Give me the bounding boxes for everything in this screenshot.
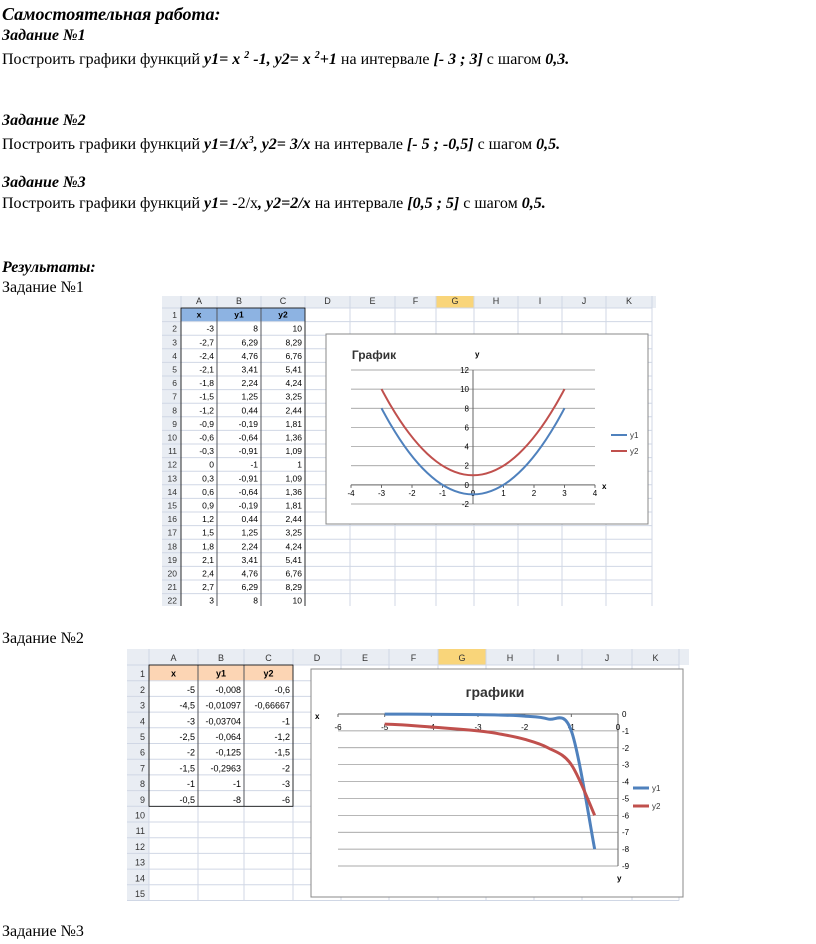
spreadsheet-task2	[127, 649, 689, 906]
cell-C9[interactable]: 1,81	[285, 418, 302, 429]
cell-A2[interactable]: -3	[206, 323, 214, 334]
cell-B9[interactable]: -8	[232, 794, 241, 805]
cell-B3[interactable]: 6,29	[241, 337, 258, 348]
y-tick-label: -7	[622, 828, 630, 838]
row-number-6[interactable]: 6	[172, 378, 177, 389]
cell-C20[interactable]: 6,76	[285, 568, 302, 579]
y-axis-title: y	[617, 874, 622, 883]
row-number-19[interactable]: 19	[167, 554, 177, 565]
cell-C2[interactable]: -0,6	[274, 684, 290, 695]
y-tick-label: -8	[622, 845, 630, 855]
header-cell-text: x	[170, 668, 177, 679]
column-header-K[interactable]: K	[652, 653, 659, 663]
cell-A12[interactable]: 0	[209, 459, 214, 470]
cell-C5[interactable]: 5,41	[285, 364, 302, 375]
spreadsheet-task1	[162, 296, 656, 611]
y-tick-label: -4	[622, 777, 630, 787]
legend-label-y1: y1	[652, 784, 661, 793]
row-number-8[interactable]: 8	[139, 779, 145, 790]
column-header-E[interactable]: E	[369, 296, 376, 306]
row-number-11[interactable]: 11	[168, 446, 177, 457]
cell-C10[interactable]: 1,36	[285, 432, 302, 443]
cell-A5[interactable]: -2,1	[199, 364, 214, 375]
row-number-9[interactable]: 9	[139, 794, 145, 805]
cell-A8[interactable]: -1,2	[199, 405, 214, 416]
x-tick-label: -6	[334, 723, 342, 732]
cell-C2[interactable]: 10	[292, 323, 302, 334]
cell-A13[interactable]: 0,3	[202, 473, 214, 484]
cell-C13[interactable]: 1,09	[285, 473, 302, 484]
header-cell-text: y1	[234, 309, 244, 320]
results-task1-label: Задание №1	[2, 279, 84, 296]
column-header-A[interactable]: A	[195, 296, 203, 306]
column-header-K[interactable]: K	[625, 296, 633, 306]
x-tick-label: -2	[521, 723, 529, 732]
column-header-G[interactable]: G	[458, 653, 466, 663]
results-heading: Результаты:	[2, 259, 96, 276]
cell-B16[interactable]: 0,44	[241, 514, 258, 525]
chart[interactable]	[326, 334, 648, 524]
spreadsheet-task1-canvas	[162, 296, 656, 606]
cell-B21[interactable]: 6,29	[241, 582, 258, 593]
cell-A21[interactable]: 2,7	[202, 582, 214, 593]
chart-area[interactable]	[326, 334, 648, 524]
column-header-J[interactable]: J	[604, 653, 610, 663]
column-header-B[interactable]: B	[235, 296, 243, 306]
cell-C19[interactable]: 5,41	[285, 554, 302, 565]
row-number-4[interactable]: 4	[139, 716, 145, 727]
row-number-13[interactable]: 13	[167, 473, 177, 484]
row-number-21[interactable]: 21	[167, 582, 177, 593]
cell-B4[interactable]: 4,76	[241, 350, 258, 361]
cell-C11[interactable]: 1,09	[285, 446, 302, 457]
row-number-2[interactable]: 2	[172, 323, 177, 334]
y-tick-label: 10	[460, 385, 469, 395]
column-header-B[interactable]: B	[217, 653, 225, 663]
row-number-12[interactable]: 12	[134, 841, 145, 852]
cell-A14[interactable]: 0,6	[202, 486, 214, 497]
x-tick-label: -5	[381, 723, 389, 732]
row-number-20[interactable]: 20	[167, 568, 177, 579]
cell-A4[interactable]: -3	[186, 716, 195, 727]
task2-heading: Задание №2	[2, 112, 86, 129]
row-number-13[interactable]: 13	[134, 857, 145, 868]
row-number-16[interactable]: 16	[167, 514, 177, 525]
header-cell-text: y1	[215, 668, 227, 679]
cell-B8[interactable]: 0,44	[241, 405, 258, 416]
x-tick-label: -2	[408, 488, 416, 498]
x-tick-label: -4	[427, 723, 435, 732]
cell-C18[interactable]: 4,24	[285, 541, 302, 552]
cell-B8[interactable]: -1	[232, 779, 241, 790]
chart[interactable]	[311, 669, 683, 897]
y-axis-title: y	[475, 350, 480, 359]
row-number-9[interactable]: 9	[172, 418, 177, 429]
column-header-H[interactable]: H	[506, 653, 514, 663]
cell-C6[interactable]: 4,24	[285, 378, 302, 389]
row-number-8[interactable]: 8	[172, 405, 177, 416]
cell-B9[interactable]: -0,19	[238, 418, 258, 429]
row-number-15[interactable]: 15	[167, 500, 177, 511]
x-tick-label: 2	[531, 488, 537, 498]
column-header-I[interactable]: I	[556, 653, 560, 663]
cell-A11[interactable]: -0,3	[199, 446, 214, 457]
column-header-F[interactable]: F	[412, 296, 419, 306]
cell-A9[interactable]: -0,5	[179, 794, 195, 805]
row-number-14[interactable]: 14	[167, 486, 177, 497]
cell-C5[interactable]: -1,2	[274, 732, 290, 742]
cell-C22[interactable]: 10	[292, 595, 302, 606]
x-tick-label: -1	[438, 488, 447, 498]
cell-A15[interactable]: 0,9	[202, 500, 214, 511]
x-tick-label: 0	[615, 723, 621, 732]
column-header-H[interactable]: H	[492, 296, 500, 306]
row-number-10[interactable]: 10	[167, 432, 177, 443]
cell-C21[interactable]: 8,29	[285, 582, 302, 593]
cell-C14[interactable]: 1,36	[285, 486, 302, 497]
cell-B22[interactable]: 8	[253, 595, 258, 606]
cell-B3[interactable]: -0,01097	[205, 700, 241, 711]
cell-B5[interactable]: 3,41	[241, 364, 258, 375]
cell-C4[interactable]: -1	[281, 716, 290, 727]
cell-C9[interactable]: -6	[281, 794, 290, 805]
cell-B7[interactable]: 1,25	[241, 391, 258, 402]
row-number-5[interactable]: 5	[139, 732, 145, 742]
results-task3-label: Задание №3	[2, 923, 84, 940]
x-axis-title: x	[315, 712, 320, 721]
y-tick-label: 8	[464, 404, 469, 414]
row-number-17[interactable]: 17	[167, 527, 177, 538]
column-header-I[interactable]: I	[538, 296, 542, 306]
cell-A19[interactable]: 2,1	[202, 554, 214, 565]
x-tick-label: -3	[377, 488, 386, 498]
row-number-11[interactable]: 11	[135, 826, 145, 837]
cell-C12[interactable]: 1	[297, 459, 302, 470]
row-number-3[interactable]: 3	[172, 337, 177, 348]
cell-B20[interactable]: 4,76	[241, 568, 258, 579]
cell-B17[interactable]: 1,25	[241, 527, 258, 538]
x-tick-label: 3	[562, 488, 567, 498]
doc-title: Самостоятельная работа:	[2, 4, 221, 24]
header-cell-text: y2	[278, 309, 288, 320]
cell-B12[interactable]: -1	[250, 459, 258, 470]
cell-A3[interactable]: -2,7	[199, 337, 214, 348]
task3-heading: Задание №3	[2, 174, 86, 191]
cell-C8[interactable]: -3	[281, 779, 290, 790]
x-tick-label: -3	[474, 723, 482, 732]
cell-A18[interactable]: 1,8	[202, 541, 214, 552]
x-axis-title: x	[602, 482, 607, 491]
task3-text: Построить графики функций y1= -2/x, y2=2/x на интервале [0,5 ; 5] с шагом 0,5.	[2, 195, 546, 212]
x-tick-label: 4	[592, 488, 598, 498]
column-header-F[interactable]: F	[410, 653, 417, 663]
cell-B6[interactable]: 2,24	[241, 378, 258, 389]
cell-A3[interactable]: -4,5	[179, 700, 195, 711]
cell-A2[interactable]: -5	[186, 684, 195, 695]
row-number-2[interactable]: 2	[139, 684, 145, 695]
y-tick-label: -1	[622, 726, 630, 736]
task1-heading: Задание №1	[2, 27, 86, 44]
cell-A6[interactable]: -2	[186, 747, 195, 758]
legend-label-y1: y1	[630, 431, 639, 440]
cell-B18[interactable]: 2,24	[241, 541, 258, 552]
cell-A9[interactable]: -0,9	[199, 418, 214, 429]
cell-B2[interactable]: 8	[253, 323, 258, 334]
row-number-15[interactable]: 15	[134, 889, 145, 899]
column-header-J[interactable]: J	[581, 296, 587, 306]
y-tick-label: -3	[622, 760, 630, 770]
row-number-4[interactable]: 4	[172, 350, 177, 361]
cell-B14[interactable]: -0,64	[238, 486, 258, 497]
results-task2-label: Задание №2	[2, 630, 84, 647]
cell-C3[interactable]: -0,66667	[254, 700, 290, 711]
header-cell-text: y2	[263, 668, 274, 679]
cell-A20[interactable]: 2,4	[202, 568, 214, 579]
cell-A7[interactable]: -1,5	[199, 391, 214, 402]
cell-B15[interactable]: -0,19	[238, 500, 258, 511]
header-cell-text: x	[196, 309, 202, 320]
y-tick-label: 0	[464, 480, 469, 490]
cell-B13[interactable]: -0,91	[238, 473, 258, 484]
y-tick-label: 6	[464, 423, 469, 433]
cell-A16[interactable]: 1,2	[202, 514, 214, 525]
x-tick-label: -4	[347, 488, 355, 498]
column-header-A[interactable]: A	[170, 653, 177, 663]
cell-A10[interactable]: -0,6	[199, 432, 214, 443]
task2-text: Построить графики функций $y1=1/x^3$, y2= 3/x на интервале [- 5 ; -0,5] с шагом 0,5.	[2, 135, 561, 153]
x-tick-label: -1	[567, 723, 575, 732]
row-number-5[interactable]: 5	[172, 364, 177, 375]
row-number-6[interactable]: 6	[139, 747, 145, 758]
cell-C7[interactable]: -2	[281, 763, 290, 774]
cell-B2[interactable]: -0,008	[215, 684, 241, 695]
cell-B6[interactable]: -0,125	[215, 747, 241, 758]
cell-B11[interactable]: -0,91	[238, 446, 258, 457]
column-header-C[interactable]: C	[279, 296, 287, 306]
task1-text: Построить графики функций y1= x $^2$ -1, y2= x $^2$+1 на интервале [- 3 ; 3] с шагом 0,3.	[2, 50, 570, 68]
y-tick-label: 4	[464, 442, 469, 452]
legend-label-y2: y2	[630, 447, 639, 456]
y-tick-label: -6	[622, 811, 630, 821]
cell-C16[interactable]: 2,44	[285, 514, 302, 525]
cell-C3[interactable]: 8,29	[285, 337, 302, 348]
cell-B4[interactable]: -0,03704	[205, 716, 241, 727]
row-number-7[interactable]: 7	[139, 763, 145, 774]
cell-C4[interactable]: 6,76	[285, 350, 302, 361]
cell-C7[interactable]: 3,25	[285, 391, 302, 402]
cell-B5[interactable]: -0,064	[215, 732, 241, 742]
spreadsheet-task2-canvas	[127, 649, 689, 901]
row-number-7[interactable]: 7	[172, 391, 177, 402]
cell-B19[interactable]: 3,41	[241, 554, 258, 565]
legend-label-y2: y2	[652, 802, 661, 811]
cell-A7[interactable]: -1,5	[179, 763, 195, 774]
x-tick-label: 1	[501, 488, 506, 498]
cell-A8[interactable]: -1	[186, 779, 195, 790]
cell-C17[interactable]: 3,25	[285, 527, 302, 538]
cell-A22[interactable]: 3	[209, 595, 214, 606]
chart-title: График	[351, 348, 397, 362]
row-number-10[interactable]: 10	[134, 810, 145, 821]
chart-title: графики	[465, 684, 525, 700]
y-tick-label: -2	[461, 500, 469, 509]
y-tick-label: -9	[622, 862, 630, 871]
column-header-D[interactable]: D	[313, 653, 321, 663]
cell-C8[interactable]: 2,44	[285, 405, 302, 416]
cell-A6[interactable]: -1,8	[199, 378, 214, 389]
y-tick-label: 0	[622, 710, 627, 719]
row-number-18[interactable]: 18	[167, 541, 177, 552]
x-tick-label: 0	[470, 488, 476, 498]
row-number-22[interactable]: 22	[167, 595, 177, 606]
row-number-12[interactable]: 12	[167, 459, 177, 470]
y-tick-label: 12	[460, 366, 469, 375]
column-header-C[interactable]: C	[265, 653, 272, 663]
column-header-D[interactable]: D	[324, 296, 331, 306]
row-number-3[interactable]: 3	[139, 700, 145, 711]
cell-C6[interactable]: -1,5	[274, 747, 290, 758]
cell-B10[interactable]: -0,64	[238, 432, 258, 443]
cell-A4[interactable]: -2,4	[199, 350, 214, 361]
y-tick-label: -2	[622, 743, 630, 753]
y-tick-label: 2	[464, 461, 469, 471]
row-number-1[interactable]: 1	[139, 669, 145, 680]
cell-A17[interactable]: 1,5	[202, 527, 214, 538]
row-number-1[interactable]: 1	[172, 310, 177, 321]
row-number-14[interactable]: 14	[134, 873, 145, 884]
cell-C15[interactable]: 1,81	[285, 500, 302, 511]
cell-B7[interactable]: -0,2963	[210, 763, 241, 774]
cell-A5[interactable]: -2,5	[179, 732, 195, 742]
column-header-G[interactable]: G	[451, 296, 459, 306]
column-header-E[interactable]: E	[361, 653, 369, 663]
y-tick-label: -5	[622, 794, 630, 804]
